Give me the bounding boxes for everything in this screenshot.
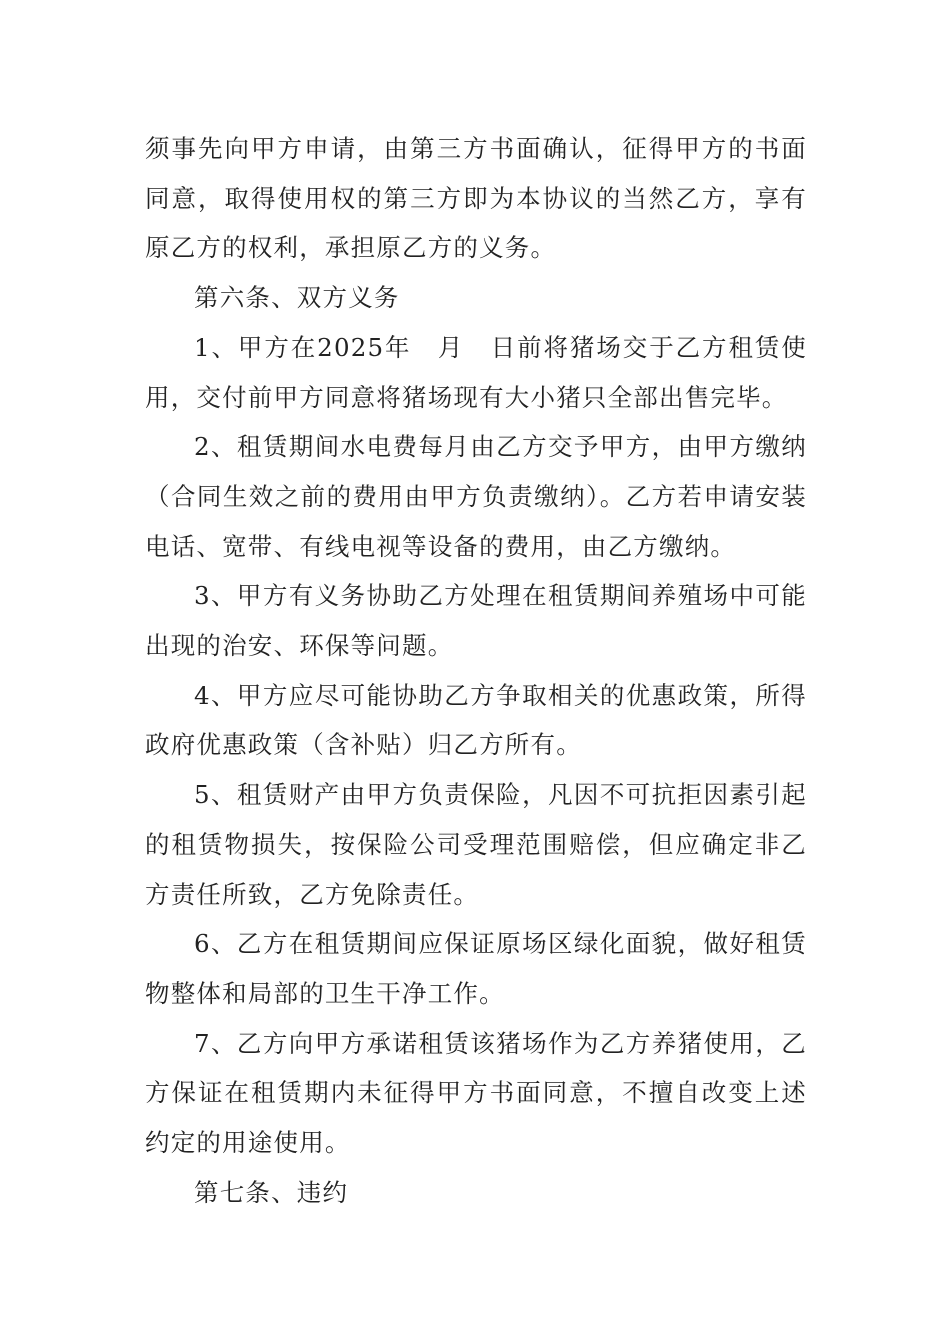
clause-6: 6、乙方在租赁期间应保证原场区绿化面貌，做好租赁物整体和局部的卫生干净工作。 [145, 929, 807, 1008]
clause-3: 3、甲方有义务协助乙方处理在租赁期间养殖场中可能出现的治安、环保等问题。 [145, 581, 807, 661]
clause-7: 7、乙方向甲方承诺租赁该猪场作为乙方养猪使用，乙方保证在租赁期内未征得甲方书面同意，不擅自改变上述约定的用途使用。 [145, 1028, 807, 1158]
clause-4: 4、甲方应尽可能协助乙方争取相关的优惠政策，所得政府优惠政策（含补贴）归乙方所有。 [145, 680, 807, 760]
clause-2: 2、租赁期间水电费每月由乙方交予甲方，由甲方缴纳（合同生效之前的费用由甲方负责缴纳）。乙方若申请安装电话、宽带、有线电视等设备的费用，由乙方缴纳。 [145, 432, 807, 561]
clause-5: 5、租赁财产由甲方负责保险，凡因不可抗拒因素引起的租赁物损失，按保险公司受理范围赔偿，但应确定非乙方责任所致，乙方免除责任。 [145, 780, 807, 909]
section-heading-article-6: 第六条、双方义务 [194, 283, 400, 313]
clause-1: 1、甲方在2025年 月 日前将猪场交于乙方租赁使用，交付前甲方同意将猪场现有大小猪只全部出售完毕。 [145, 332, 807, 412]
paragraph-continuation: 须事先向甲方申请，由第三方书面确认，征得甲方的书面同意，取得使用权的第三方即为本协议的当然乙方，享有原乙方的权利，承担原乙方的义务。 [145, 134, 807, 263]
document-body [145, 124, 807, 1217]
section-heading-article-7: 第七条、违约 [194, 1177, 349, 1207]
